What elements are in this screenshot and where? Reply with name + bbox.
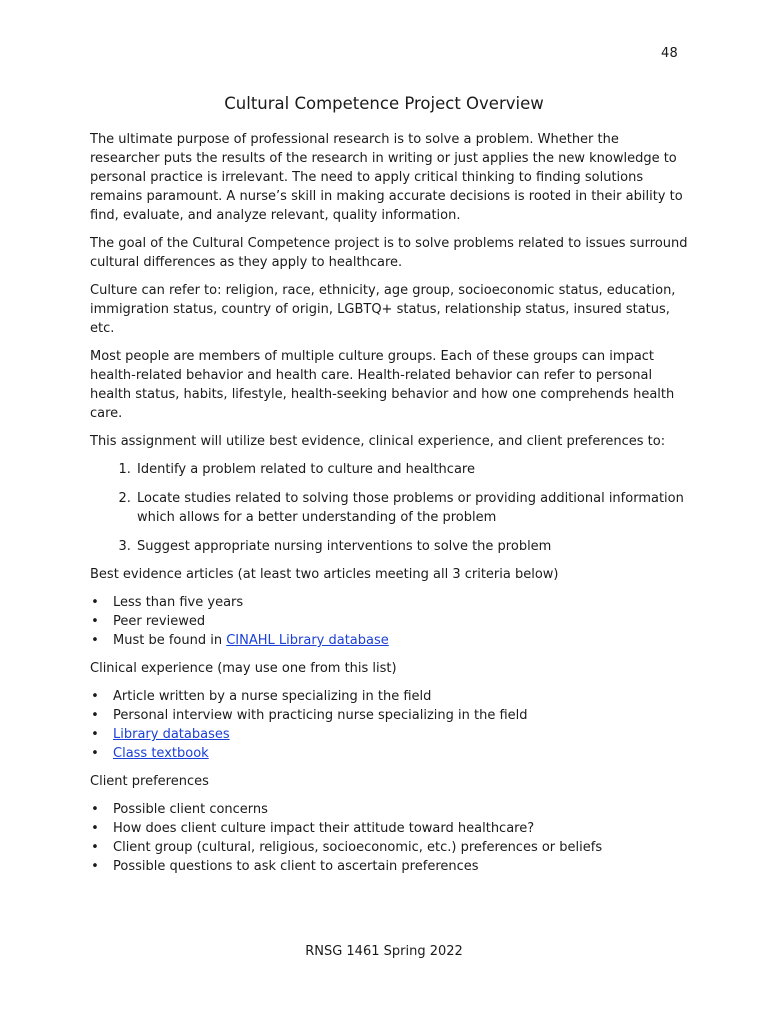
- class-textbook-link[interactable]: Class textbook: [113, 746, 209, 761]
- list-item: • Client group (cultural, religious, socioeconomic, etc.) preferences or beliefs: [113, 838, 688, 857]
- best-evidence-heading: Best evidence articles (at least two articles meeting all 3 criteria below): [90, 567, 559, 582]
- client-preferences-list: [90, 800, 688, 876]
- paragraph-goal: The goal of the Cultural Competence project is to solve problems related to issues surround cultural differences as they apply to healthcare.: [90, 236, 688, 270]
- list-item: • How does client culture impact their attitude toward healthcare?: [113, 819, 688, 838]
- list-item: 1. Identify a problem related to culture and healthcare: [135, 460, 688, 479]
- list-item: [113, 744, 688, 763]
- list-item: • Less than five years: [113, 593, 688, 612]
- list-item: 2. Locate studies related to solving those problems or providing additional information which allows for a better understanding of the problem: [135, 489, 688, 527]
- library-databases-link[interactable]: Library databases: [113, 727, 230, 742]
- list-item: • Possible client concerns: [113, 800, 688, 819]
- best-evidence-list: [90, 593, 688, 650]
- paragraph-culture-definition: Culture can refer to: religion, race, ethnicity, age group, socioeconomic status, education, immigration status, country of origin, LGBTQ+ status, relationship status, insured status, etc.: [90, 283, 676, 336]
- paragraph-assignment-intro: This assignment will utilize best evidence, clinical experience, and client preferences to:: [90, 434, 666, 449]
- cinahl-database-link[interactable]: CINAHL Library database: [226, 633, 389, 648]
- list-item: [113, 725, 688, 744]
- list-item: 3. Suggest appropriate nursing interventions to solve the problem: [135, 537, 688, 556]
- list-item: [113, 631, 688, 650]
- clinical-experience-list: [90, 687, 688, 763]
- page-footer: RNSG 1461 Spring 2022: [305, 944, 463, 959]
- paragraph-culture-groups: Most people are members of multiple culture groups. Each of these groups can impact health-related behavior and health care. Health-related behavior can refer to personal health status, habits, lifestyle, health-seeking behavior and how one comprehends health care.: [90, 349, 675, 421]
- paragraph-purpose: The ultimate purpose of professional research is to solve a problem. Whether the researcher puts the results of the research in writing or just applies the new knowledge to personal practice is irrelevant. The need to apply critical thinking to finding solutions remains paramount. A nurse’s skill in making accurate decisions is rooted in their ability to find, evaluate, and analyze relevant, quality information.: [90, 132, 683, 223]
- page-number: 48: [661, 46, 678, 61]
- list-item: • Peer reviewed: [113, 612, 688, 631]
- page-title: Cultural Competence Project Overview: [224, 94, 544, 113]
- list-item-text: Must be found in: [113, 633, 227, 648]
- list-item: • Personal interview with practicing nurse specializing in the field: [113, 706, 688, 725]
- assignment-steps-list: [90, 460, 688, 556]
- client-preferences-heading: Client preferences: [90, 774, 209, 789]
- list-item: • Possible questions to ask client to ascertain preferences: [113, 857, 688, 876]
- clinical-experience-heading: Clinical experience (may use one from this list): [90, 661, 397, 676]
- document-body: [90, 130, 688, 885]
- list-item: • Article written by a nurse specializing in the field: [113, 687, 688, 706]
